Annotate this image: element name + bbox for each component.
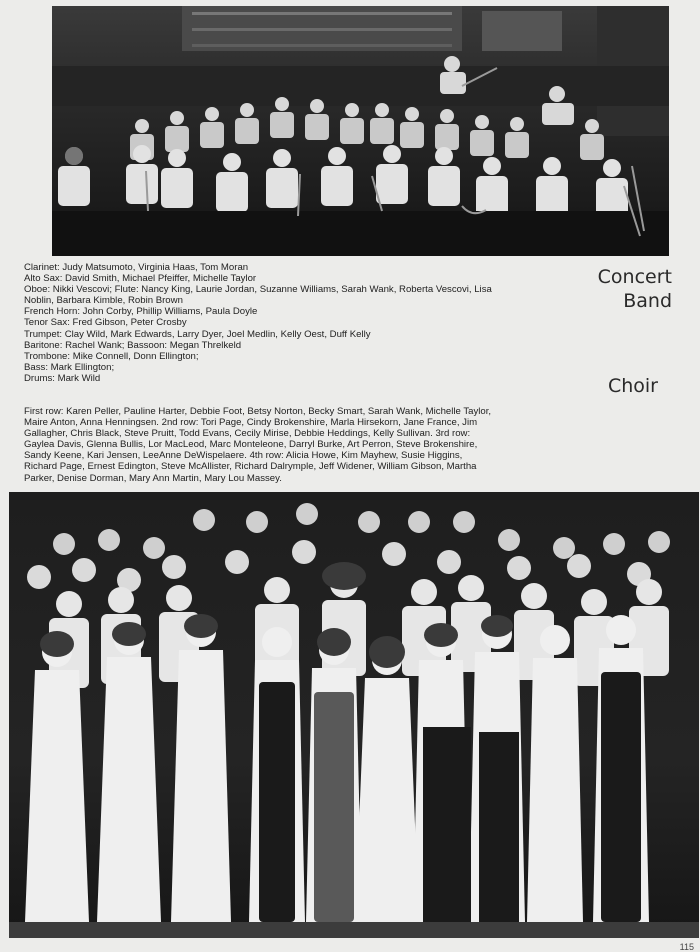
band-caption-line: Tenor Sax: Fred Gibson, Peter Crosby [24,317,187,329]
band-photo-icon [52,6,669,256]
choir-caption-line: Parker, Denise Dorman, Mary Ann Martin, Mary Lou Massey. [24,472,282,484]
choir-caption-line: Sandy Keene, Kari Jensen, LeeAnne DeWispelaere. 4th row: Alicia Howe, Kim Mayhew, Susie Higgins, [24,450,463,462]
band-heading-line: Band [623,290,672,312]
choir-caption [24,406,574,484]
choir-photo [9,492,699,938]
choir-caption-line: Gaylea Davis, Glenna Bullis, Lor MacLeod, Marc Monteleone, Darryl Burke, Art Perron, Steve Brokenshire, [24,439,478,451]
band-caption-line: Noblin, Barbara Kimble, Robin Brown [24,295,183,307]
band-caption [24,262,584,384]
band-caption-line: Drums: Mark Wild [24,372,101,384]
band-caption-line: Clarinet: Judy Matsumoto, Virginia Haas, Tom Moran [24,262,249,273]
page-number: 115 [679,942,694,952]
band-caption-line: Trombone: Mike Connell, Donn Ellington; [24,350,199,362]
choir-caption-line: Maire Anton, Anna Henningsen. 2nd row: Tori Page, Cindy Brokenshire, Marla Hirsekorn, Jane France, Jim [24,417,478,429]
concert-heading-line: Concert [597,266,672,288]
band-caption-line: Oboe: Nikki Vescovi; Flute: Nancy King, Laurie Jordan, Suzanne Williams, Sarah Wank, Roberta Vescovi, Lisa [24,284,492,296]
band-photo [52,6,669,256]
choir-caption-line: Richard Page, Ernest Edington, Steve McAllister, Richard Dalrymple, Jeff Widener, William Gibson, Martha [24,461,477,473]
choir-photo-icon [9,492,699,938]
band-caption-line: Baritone: Rachel Wank; Bassoon: Megan Threlkeld [24,339,242,351]
band-caption-line: French Horn: John Corby, Phillip Williams, Paula Doyle [24,306,258,318]
choir-heading: Choir [607,375,658,397]
choir-caption-line: Gallagher, Chris Black, Steve Pruitt, Todd Evans, Cecily Mirise, Debbie Heddings, Kelly Sullivan. 3rd row: [24,428,471,440]
choir-caption-line: First row: Karen Peller, Pauline Harter, Debbie Foot, Betsy Norton, Becky Smart, Sarah Wank, Michelle Taylor, [24,406,492,417]
band-caption-line: Trumpet: Clay Wild, Mark Edwards, Larry Dyer, Joel Medlin, Kelly Oest, Duff Kelly [24,328,371,340]
band-caption-line: Alto Sax: David Smith, Michael Pfeiffer, Michelle Taylor [24,273,257,285]
band-caption-line: Bass: Mark Ellington; [24,361,115,373]
concert-band-heading [598,265,672,313]
